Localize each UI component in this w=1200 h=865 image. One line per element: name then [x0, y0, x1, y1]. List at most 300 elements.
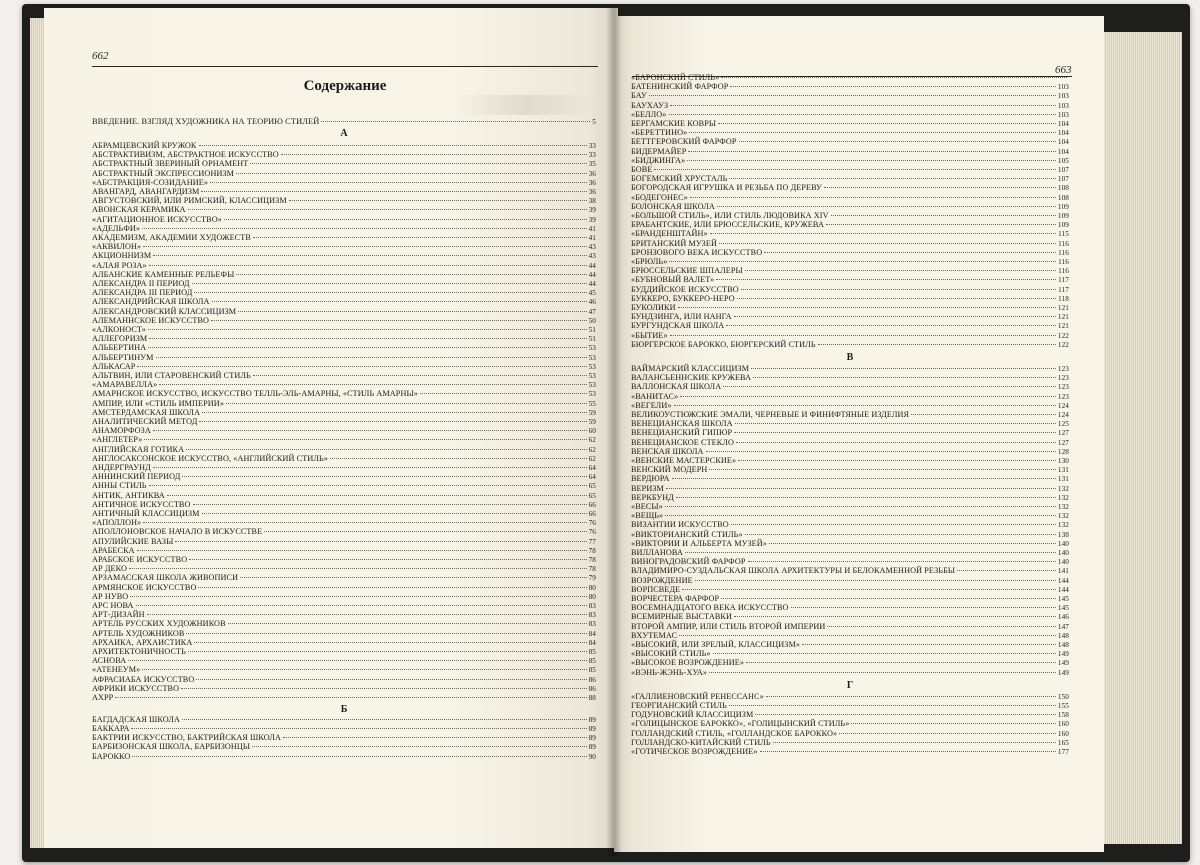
- toc-dot-leader: [148, 329, 587, 330]
- toc-entry-title: АРМЯНСКОЕ ИСКУССТВО: [92, 582, 197, 592]
- toc-entry: [631, 747, 1069, 757]
- toc-dot-leader: [202, 513, 587, 514]
- toc-entry-page: 83: [588, 611, 596, 620]
- toc-dot-leader: [211, 320, 587, 321]
- toc-entry-page: 107: [1057, 166, 1069, 174]
- toc-entry-page: 148: [1057, 631, 1069, 640]
- toc-entry-title: «АТЕНЕУМ»: [92, 665, 141, 675]
- toc-entry-title: АЛЕКСАНДРА III ПЕРИОД: [92, 288, 193, 298]
- toc-dot-leader: [730, 86, 1055, 87]
- toc-dot-leader: [144, 439, 586, 440]
- toc-dot-leader: [147, 614, 587, 615]
- toc-entry-page: 122: [1057, 340, 1069, 349]
- toc-dot-leader: [289, 200, 587, 201]
- toc-entry-title: «АНГЛЕТЕР»: [92, 435, 143, 445]
- toc-entry-page: 53: [588, 344, 596, 353]
- toc-entry-page: 89: [588, 724, 596, 733]
- toc-entry-page: 53: [588, 390, 596, 399]
- toc-entry-title: ВЕНЕЦИАНСКОЕ СТЕКЛО: [631, 437, 734, 447]
- toc-entry-page: 149: [1057, 650, 1069, 659]
- toc-entry-page: 104: [1057, 120, 1069, 128]
- toc-entry-page: 123: [1057, 392, 1069, 401]
- toc-entry-page: 116: [1058, 239, 1069, 248]
- toc-dot-leader: [745, 270, 1056, 271]
- toc-entry-title: «ВЭНЬ-ЖЭНЬ-ХУА»: [631, 667, 708, 677]
- left-page-number: 662: [92, 50, 109, 62]
- toc-entry-title: АЛЕКСАНДРА II ПЕРИОД: [92, 279, 190, 288]
- toc-dot-leader: [188, 209, 587, 210]
- toc-dot-leader: [240, 577, 586, 578]
- toc-entry-page: 66: [588, 510, 596, 518]
- toc-entry-page: 51: [588, 335, 596, 344]
- toc-entry-title: АПОЛЛОНОВСКОЕ НАЧАЛО В ИСКУССТВЕ: [92, 527, 263, 537]
- toc-entry-title: «ВЕГЕЛИ»: [631, 400, 672, 410]
- toc-entry-title: АРАБЕСКА: [92, 545, 135, 555]
- toc-entry-page: 62: [588, 436, 596, 445]
- toc-entry-title: БАУХАУЗ: [631, 100, 669, 110]
- toc-entry-page: 125: [1057, 420, 1069, 429]
- toc-entry-title: БАККАРА: [92, 723, 130, 733]
- toc-entry-title: «ВЕСЫ»: [631, 502, 663, 511]
- toc-dot-leader: [670, 335, 1056, 336]
- toc-entry-title: ВХУТЕМАС: [631, 630, 678, 640]
- toc-entry-page: 38: [588, 197, 596, 206]
- toc-entry-title: АЛБАНСКИЕ КАМЕННЫЕ РЕЛЬЕФЫ: [92, 269, 235, 279]
- toc-dot-leader: [685, 552, 1056, 553]
- toc-dot-leader: [679, 635, 1056, 636]
- toc-dot-leader: [773, 742, 1056, 743]
- toc-dot-leader: [839, 733, 1056, 734]
- toc-dot-leader: [167, 495, 587, 496]
- toc-entry-page: 62: [588, 454, 596, 463]
- toc-dot-leader: [721, 598, 1056, 599]
- toc-entry-title: ВАЛЛОНСКАЯ ШКОЛА: [631, 382, 722, 392]
- toc-dot-leader: [136, 605, 587, 606]
- toc-entry-title: АМПИР, ИЛИ «СТИЛЬ ИМПЕРИИ»: [92, 398, 225, 408]
- toc-entry-title: АР ДЕКО: [92, 564, 127, 574]
- toc-dot-leader: [153, 430, 587, 431]
- toc-entry-page: 115: [1058, 230, 1069, 239]
- toc-entry: [92, 752, 596, 762]
- toc-dot-leader: [131, 728, 586, 729]
- toc-entry-title: АРТЕЛЬ ХУДОЖНИКОВ: [92, 628, 185, 638]
- toc-entry-title: АВОНСКАЯ КЕРАМИКА: [92, 205, 186, 215]
- toc-entry-title: АР НУВО: [92, 591, 129, 601]
- toc-entry-title: ВЕНСКАЯ ШКОЛА: [631, 446, 704, 456]
- section-letter: А: [340, 128, 348, 139]
- toc-entry-page: 33: [588, 151, 596, 160]
- toc-entry-page: 50: [588, 316, 596, 325]
- toc-dot-leader: [264, 531, 586, 532]
- toc-entry-title: ВТОРОЙ АМПИР, ИЛИ СТИЛЬ ВТОРОЙ ИМПЕРИИ: [631, 621, 826, 631]
- toc-dot-leader: [129, 568, 587, 569]
- toc-entry-page: 43: [588, 243, 596, 252]
- toc-entry-title: АНТИЧНОЕ ИСКУССТВО: [92, 499, 191, 509]
- toc-entry-title: «БОЛЬШОЙ СТИЛЬ», ИЛИ СТИЛЬ ЛЮДОВИКА XIV: [631, 211, 829, 220]
- toc-entry-title: БУККЕРО, БУККЕРО-НЕРО: [631, 293, 735, 303]
- toc-dot-leader: [283, 737, 587, 738]
- toc-entry-title: ВАЙМАРСКИЙ КЛАССИЦИЗМ: [631, 364, 750, 373]
- toc-entry-title: ВЕНЕЦИАНСКАЯ ШКОЛА: [631, 419, 733, 429]
- toc-dot-leader: [194, 642, 586, 643]
- toc-entry-title: ВИЗАНТИИ ИСКУССТВО: [631, 520, 729, 530]
- toc-dot-leader: [330, 458, 587, 459]
- toc-dot-leader: [957, 570, 1056, 571]
- toc-entry-page: 118: [1058, 294, 1069, 303]
- toc-dot-leader: [250, 163, 586, 164]
- toc-dot-leader: [726, 325, 1056, 326]
- toc-dot-leader: [729, 705, 1056, 706]
- toc-dot-leader: [755, 714, 1056, 715]
- toc-entry-page: 79: [588, 574, 596, 583]
- toc-entry-page: 41: [588, 234, 596, 242]
- toc-dot-leader: [723, 386, 1056, 387]
- toc-entry-title: «БЕЛЛО»: [631, 109, 667, 119]
- toc-dot-leader: [753, 377, 1056, 378]
- toc-entry-title: ВОРПСВЕДЕ: [631, 584, 681, 594]
- toc-entry-title: АБСТРАКТНЫЙ ЗВЕРИНЫЙ ОРНАМЕНТ: [92, 159, 249, 169]
- toc-dot-leader: [729, 178, 1055, 179]
- toc-dot-leader: [676, 497, 1056, 498]
- toc-entry-title: «ГОЛИЦЫНСКОЕ БАРОККО», «ГОЛИЦЫНСКИЙ СТИЛЬ»: [631, 719, 850, 729]
- toc-entry-title: АЛЬБЕРТИНА: [92, 343, 147, 353]
- toc-entry-page: 47: [588, 307, 596, 316]
- toc-dot-leader: [751, 368, 1056, 369]
- toc-entry-title: ВИЛЛАНОВА: [631, 548, 683, 557]
- toc-entry-page: 78: [588, 546, 596, 555]
- toc-entry-page: 76: [588, 528, 596, 537]
- toc-entry-title: АРТЕЛЬ РУССКИХ ХУДОЖНИКОВ: [92, 619, 226, 629]
- toc-entry-page: 132: [1057, 493, 1069, 502]
- toc-dot-leader: [802, 644, 1056, 645]
- toc-entry-page: 46: [588, 298, 596, 307]
- toc-entry-title: БУРГУНДСКАЯ ШКОЛА: [631, 321, 725, 331]
- toc-entry-page: 85: [588, 648, 596, 656]
- toc-dot-leader: [654, 169, 1055, 170]
- toc-entry-title: БУНДЗИНГА, ИЛИ НАНГА: [631, 312, 732, 322]
- toc-entry-title: АМСТЕРДАМСКАЯ ШКОЛА: [92, 407, 201, 417]
- toc-entry-page: 155: [1057, 702, 1069, 710]
- toc-entry-page: 53: [588, 372, 596, 380]
- toc-entry-page: 108: [1057, 193, 1069, 202]
- toc-entry-page: 36: [588, 188, 596, 196]
- toc-entry-title: «АГИТАЦИОННОЕ ИСКУССТВО»: [92, 214, 222, 224]
- toc-entry-title: «АКВИЛОН»: [92, 242, 142, 252]
- toc-entry-title: «АЛАЯ РОЗА»: [92, 260, 147, 270]
- toc-entry-title: БЮРГЕРСКОЕ БАРОККО, БЮРГЕРСКИЙ СТИЛЬ: [631, 339, 816, 349]
- toc-dot-leader: [680, 396, 1056, 397]
- toc-entry-page: 144: [1057, 585, 1069, 594]
- toc-dot-leader: [143, 246, 586, 247]
- toc-entry-page: 177: [1057, 748, 1069, 756]
- toc-entry-page: 127: [1057, 429, 1069, 438]
- toc-entry-title: АРХАИКА, АРХАИСТИКА: [92, 637, 193, 647]
- toc-dot-leader: [198, 587, 586, 588]
- toc-dot-leader: [735, 423, 1056, 424]
- toc-entry-page: 5: [592, 118, 596, 126]
- toc-dot-leader: [666, 488, 1056, 489]
- toc-entry-title: БАРБИЗОНСКАЯ ШКОЛА, БАРБИЗОНЦЫ: [92, 742, 251, 752]
- toc-entry-title: АРС НОВА: [92, 601, 134, 610]
- toc-entry-title: БИДЕРМАЙЕР: [631, 146, 687, 156]
- book-gutter: [606, 8, 622, 856]
- toc-entry: [631, 668, 1069, 678]
- toc-entry-title: ВАЛАНСЬЕННСКИЕ КРУЖЕВА: [631, 373, 752, 383]
- toc-entry-page: 64: [588, 464, 596, 472]
- toc-entry-page: 165: [1057, 738, 1069, 747]
- toc-dot-leader: [672, 478, 1056, 479]
- toc-dot-leader: [734, 616, 1056, 617]
- toc-entry-title: АННЫ СТИЛЬ: [92, 481, 147, 491]
- toc-entry-title: АНАЛИТИЧЕСКИЙ МЕТОД: [92, 417, 198, 426]
- toc-dot-leader: [186, 449, 587, 450]
- toc-dot-leader: [420, 393, 587, 394]
- toc-entry-title: ВОСЕМНАДЦАТОГО ВЕКА ИСКУССТВО: [631, 603, 789, 613]
- toc-entry-title: «БУБНОВЫЙ ВАЛЕТ»: [631, 275, 715, 285]
- toc-dot-leader: [764, 252, 1056, 253]
- toc-entry-page: 53: [588, 381, 596, 390]
- toc-entry-title: АКЦИОННИЗМ: [92, 251, 152, 261]
- toc-entry-page: 141: [1057, 567, 1069, 576]
- toc-entry-title: ВЕЛИКОУСТЮЖСКИЕ ЭМАЛИ, ЧЕРНЕВЫЕ И ФИНИФТЯНЫЕ ИЗДЕЛИЯ: [631, 410, 910, 419]
- toc-entry-title: БУДДИЙСКОЕ ИСКУССТВО: [631, 284, 739, 294]
- section-letter: Г: [846, 679, 854, 691]
- toc-entry-page: 64: [588, 473, 596, 482]
- toc-entry-page: 39: [588, 215, 596, 224]
- toc-entry-title: ВЕНСКИЙ МОДЕРН: [631, 465, 708, 475]
- toc-entry-page: 35: [588, 160, 596, 169]
- toc-dot-leader: [128, 660, 586, 661]
- toc-entry-title: АВАНГАРД, АВАНГАРДИЗМ: [92, 187, 200, 196]
- toc-dot-leader: [818, 344, 1056, 345]
- toc-entry-page: 160: [1057, 720, 1069, 729]
- toc-entry: [92, 693, 596, 703]
- toc-entry-title: «ВЫСОКИЙ СТИЛЬ»: [631, 649, 711, 659]
- toc-entry-title: «БЕРЕТТИНО»: [631, 128, 688, 138]
- toc-entry-title: «АЛКОНОСТ»: [92, 325, 146, 334]
- toc-entry-title: АНТИК, АНТИКВА: [92, 490, 165, 500]
- toc-entry-page: 65: [588, 482, 596, 491]
- section-letter: В: [846, 352, 854, 363]
- toc-entry-page: 53: [588, 353, 596, 362]
- toc-dot-leader: [224, 219, 587, 220]
- toc-entry-page: 83: [588, 620, 596, 629]
- toc-entry-title: БЕТТГЕРОВСКИЙ ФАРФОР: [631, 137, 737, 147]
- toc-dot-leader: [831, 215, 1056, 216]
- toc-entry-title: ВВЕДЕНИЕ. ВЗГЛЯД ХУДОЖНИКА НА ТЕОРИЮ СТИЛЕЙ: [92, 117, 320, 126]
- toc-entry-title: АЛЬБЕРТИНУМ: [92, 352, 154, 362]
- toc-entry-page: 33: [588, 142, 596, 150]
- toc-entry-title: АНТИЧНЫЙ КЛАССИЦИЗМ: [92, 509, 200, 518]
- toc-dot-leader: [153, 467, 587, 468]
- toc-entry-page: 45: [588, 289, 596, 298]
- toc-entry-page: 89: [588, 743, 596, 752]
- toc-entry-title: БАТЕНИНСКИЙ ФАРФОР: [631, 82, 729, 92]
- toc-entry-page: 145: [1057, 595, 1069, 603]
- toc-entry-page: 76: [588, 519, 596, 528]
- toc-entry-page: 140: [1057, 539, 1069, 548]
- toc-dot-leader: [228, 623, 587, 624]
- toc-entry-page: 89: [588, 734, 596, 743]
- toc-dot-leader: [202, 412, 587, 413]
- toc-entry-title: ВЕРИЗМ: [631, 483, 664, 493]
- toc-entry-page: 59: [588, 418, 596, 426]
- toc-entry-title: ВЕРКБУНД: [631, 492, 674, 502]
- toc-dot-leader: [682, 589, 1056, 590]
- toc-entry-title: БРАБАНТСКИЕ, ИЛИ БРЮССЕЛЬСКИЕ, КРУЖЕВА: [631, 220, 824, 230]
- toc-dot-leader: [719, 243, 1056, 244]
- toc-entry-title: «ВИКТОРИИ И АЛЬБЕРТА МУЗЕЙ»: [631, 538, 767, 548]
- toc-entry-page: 121: [1057, 304, 1069, 312]
- toc-dot-leader: [827, 626, 1056, 627]
- toc-entry-title: ВЛАДИМИРО-СУЗДАЛЬСКАЯ ШКОЛА АРХИТЕКТУРЫ И БЕЛОКАМЕННОЙ РЕЗЬБЫ: [631, 566, 956, 576]
- toc-entry-page: 55: [588, 399, 596, 408]
- toc-entry-page: 44: [588, 280, 596, 288]
- toc-entry-title: ВЕНЕЦИАНСКИЙ ГИПЮР: [631, 428, 733, 438]
- toc-entry-page: 158: [1057, 711, 1069, 720]
- toc-dot-leader: [710, 233, 1056, 234]
- toc-entry-title: ВЕРДЮРА: [631, 474, 670, 484]
- toc-entry-title: АЛЕМАННСКОЕ ИСКУССТВО: [92, 315, 210, 325]
- toc-dot-leader: [824, 187, 1056, 188]
- toc-dot-leader: [199, 421, 586, 422]
- toc-entry-title: БАГДАДСКАЯ ШКОЛА: [92, 714, 181, 724]
- toc-entry-page: 140: [1057, 549, 1069, 557]
- toc-dot-leader: [148, 347, 586, 348]
- toc-dot-leader: [236, 173, 587, 174]
- toc-entry-title: АБСТРАКТНЫЙ ЭКСПРЕССИОНИЗМ: [92, 168, 235, 178]
- toc-entry-title: «ВЫСОКОЕ ВОЗРОЖДЕНИЕ»: [631, 658, 745, 668]
- toc-dot-leader: [769, 543, 1056, 544]
- toc-dot-leader: [911, 414, 1056, 415]
- toc-dot-leader: [212, 301, 587, 302]
- toc-dot-leader: [199, 145, 587, 146]
- toc-dot-leader: [689, 132, 1056, 133]
- toc-entry-title: БРИТАНСКИЙ МУЗЕЙ: [631, 238, 717, 248]
- toc-entry-page: 39: [588, 206, 596, 215]
- toc-dot-leader: [721, 77, 1067, 78]
- toc-entry-page: 144: [1057, 576, 1069, 585]
- toc-entry-title: АБРАМЦЕВСКИЙ КРУЖОК: [92, 141, 197, 150]
- toc-entry-page: 89: [588, 715, 596, 724]
- toc-entry-page: 85: [588, 666, 596, 675]
- toc-dot-leader: [670, 105, 1056, 106]
- toc-dot-leader: [194, 292, 586, 293]
- toc-entry-page: 44: [588, 261, 596, 270]
- toc-dot-leader: [142, 228, 586, 229]
- toc-entry-page: 51: [588, 326, 596, 334]
- toc-entry-page: 123: [1057, 383, 1069, 392]
- toc-entry-page: 149: [1057, 659, 1069, 668]
- toc-dot-leader: [826, 224, 1056, 225]
- toc-dot-leader: [236, 274, 586, 275]
- toc-entry-page: 103: [1057, 83, 1069, 92]
- toc-entry-page: 103: [1057, 101, 1069, 110]
- toc-entry-page: 148: [1057, 641, 1069, 649]
- toc-dot-leader: [149, 485, 587, 486]
- toc-entry-title: АРАБСКОЕ ИСКУССТВО: [92, 555, 188, 564]
- toc-entry-page: 160: [1057, 729, 1069, 738]
- toc-dot-leader: [132, 756, 586, 757]
- toc-entry-title: БОВЕ: [631, 165, 653, 174]
- toc-dot-leader: [716, 279, 1056, 280]
- toc-dot-leader: [142, 669, 586, 670]
- toc-entry-title: «БАРОНСКИЙ СТИЛЬ»: [631, 73, 720, 82]
- page-edges-right: [1100, 32, 1182, 844]
- toc-dot-leader: [674, 405, 1056, 406]
- toc-dot-leader: [746, 662, 1056, 663]
- toc-dot-leader: [649, 95, 1056, 96]
- toc-entry-title: ВОРЧЕСТЕРА ФАРФОР: [631, 594, 720, 603]
- toc-dot-leader: [196, 679, 586, 680]
- toc-entry-title: «ВЫСОКИЙ, ИЛИ ЗРЕЛЫЙ, КЛАССИЦИЗМ»: [631, 640, 801, 649]
- toc-dot-leader: [253, 237, 587, 238]
- toc-dot-leader: [678, 307, 1056, 308]
- toc-dot-leader: [149, 265, 587, 266]
- toc-entry-page: 88: [588, 694, 596, 702]
- toc-entry-title: АФРАСИАБА ИСКУССТВО: [92, 674, 195, 684]
- toc-entry-title: «ВЕНСКИЕ МАСТЕРСКИЕ»: [631, 456, 737, 465]
- section-letter: Б: [340, 703, 348, 715]
- toc-entry-title: БАКТРИИ ИСКУССТВО, БАКТРИЙСКАЯ ШКОЛА: [92, 733, 282, 743]
- toc-entry-page: 117: [1058, 276, 1069, 285]
- toc-dot-leader: [189, 559, 586, 560]
- toc-dot-leader: [175, 541, 586, 542]
- toc-entry-page: 127: [1057, 438, 1069, 447]
- toc-entry-page: 36: [588, 178, 596, 187]
- toc-dot-leader: [226, 403, 587, 404]
- toc-dot-leader: [687, 160, 1056, 161]
- toc-dot-leader: [186, 633, 586, 634]
- toc-entry-page: 124: [1057, 401, 1069, 410]
- toc-entry-page: 60: [588, 427, 596, 436]
- toc-entry-title: БАУ: [631, 91, 647, 101]
- toc-entry-title: «ВИКТОРИАНСКИЙ СТИЛЬ»: [631, 529, 743, 539]
- toc-dot-leader: [137, 550, 587, 551]
- toc-entry-title: «ВАНИТАС»: [631, 391, 679, 401]
- toc-entry-title: «АМАРАВЕЛЛА»: [92, 380, 158, 390]
- toc-entry-page: 128: [1057, 447, 1069, 456]
- toc-entry-page: 80: [588, 583, 596, 592]
- toc-entry-page: 107: [1057, 175, 1069, 184]
- toc-entry-title: АНДЕРГРАУНД: [92, 463, 151, 472]
- toc-dot-leader: [738, 460, 1056, 461]
- toc-dot-leader: [766, 696, 1056, 697]
- toc-dot-leader: [281, 154, 587, 155]
- toc-entry-page: 86: [588, 684, 596, 693]
- toc-entry-page: 83: [588, 602, 596, 610]
- toc-entry-title: АННИНСКИЙ ПЕРИОД: [92, 472, 181, 482]
- toc-entry-page: 36: [588, 169, 596, 178]
- toc-entry-title: АНАМОРФОЗА: [92, 426, 151, 436]
- toc-dot-leader: [745, 534, 1056, 535]
- toc-dot-leader: [182, 719, 587, 720]
- toc-dot-leader: [731, 524, 1056, 525]
- toc-dot-leader: [182, 476, 586, 477]
- toc-entry-title: ГЕОРГИАНСКИЙ СТИЛЬ: [631, 701, 727, 710]
- toc-dot-leader: [748, 561, 1056, 562]
- toc-entry-title: ВОЗРОЖДЕНИЕ: [631, 575, 693, 585]
- toc-entry-page: 85: [588, 657, 596, 666]
- toc-entry-page: 122: [1057, 331, 1069, 340]
- toc-dot-leader: [734, 432, 1056, 433]
- toc-entry-title: ВИНОГРАДОВСКИЙ ФАРФОР: [631, 557, 746, 567]
- toc-entry-page: 123: [1057, 374, 1069, 383]
- toc-dot-leader: [791, 607, 1056, 608]
- toc-entry-page: 146: [1057, 613, 1069, 622]
- toc-dot-leader: [159, 384, 586, 385]
- toc-dot-leader: [717, 206, 1056, 207]
